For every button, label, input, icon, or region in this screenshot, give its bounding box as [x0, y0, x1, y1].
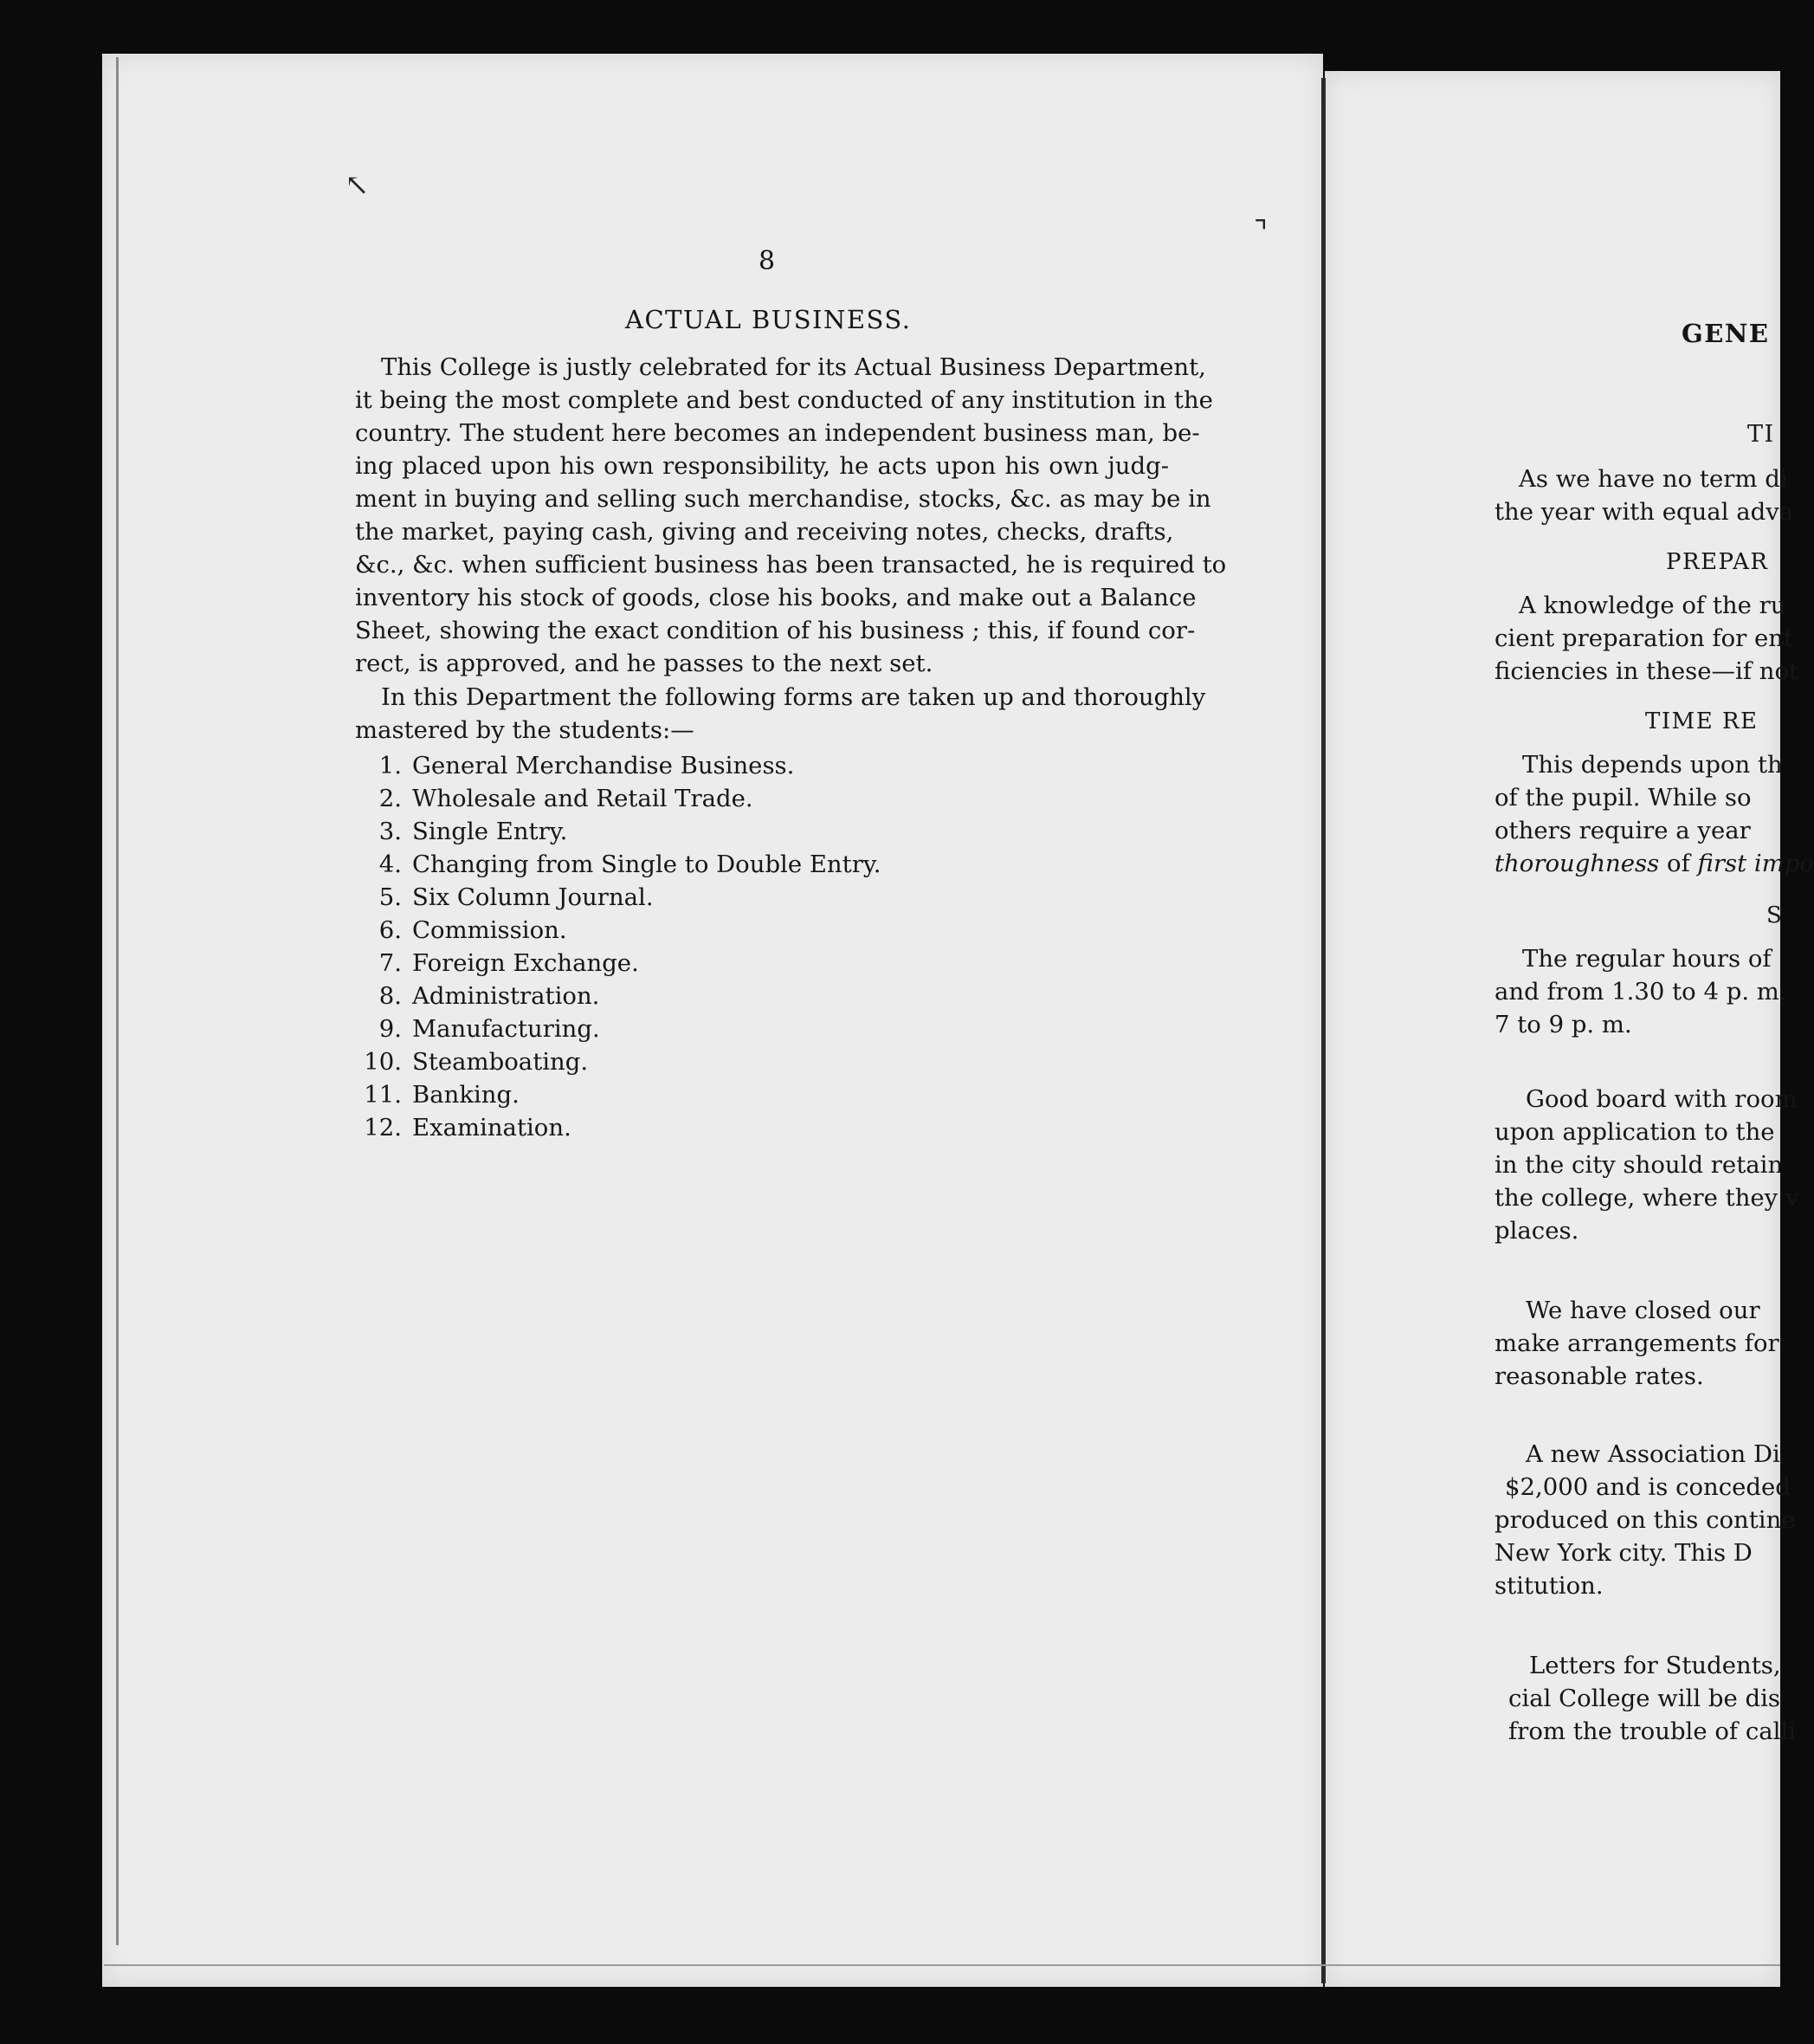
list-item: 5. Six Column Journal.	[378, 883, 654, 911]
paragraph-line: Letters for Students,	[1529, 1652, 1781, 1679]
paragraph-line: make arrangements for	[1494, 1329, 1779, 1357]
paragraph-line: A knowledge of the ru	[1519, 592, 1786, 619]
paragraph-line: and from 1.30 to 4 p. m.	[1494, 978, 1787, 1006]
page-number: 8	[759, 246, 776, 276]
left-page	[102, 54, 1323, 1987]
list-item: 2. Wholesale and Retail Trade.	[378, 785, 753, 812]
list-item: 1. General Merchandise Business.	[378, 752, 795, 779]
list-item: 8. Administration.	[378, 982, 600, 1010]
book-gutter	[1321, 78, 1326, 1983]
list-item: 4. Changing from Single to Double Entry.	[378, 851, 881, 878]
paragraph-line: the year with equal adva	[1494, 498, 1794, 526]
section-heading: ACTUAL BUSINESS.	[625, 305, 912, 334]
paragraph-line: $2,000 and is conceded	[1505, 1473, 1791, 1501]
right-page-heading: GENE	[1682, 319, 1770, 348]
page-edge	[116, 57, 119, 1945]
list-item: 11. Banking.	[364, 1081, 520, 1109]
paragraph-line: it being the most complete and best conducted of any institution in the	[355, 386, 1213, 414]
paragraph-line: In this Department the following forms are taken up and thoroughly	[381, 683, 1206, 711]
list-item: 7. Foreign Exchange.	[378, 949, 639, 977]
paragraph-line: upon application to the	[1494, 1118, 1775, 1146]
scan-mark: ↖	[345, 168, 370, 203]
paragraph-line: inventory his stock of goods, close his books, and make out a Balance	[355, 584, 1197, 611]
paragraph-line: in the city should retain	[1494, 1151, 1784, 1179]
paragraph-line: Good board with room	[1526, 1085, 1798, 1113]
subheading: TIME RE	[1645, 708, 1759, 734]
paragraph-line: of the pupil. While so	[1494, 784, 1752, 812]
paragraph-line: Sheet, showing the exact condition of his business ; this, if found cor-	[355, 617, 1196, 644]
paragraph-line: New York city. This D	[1494, 1539, 1753, 1567]
paragraph-line: produced on this contine	[1494, 1506, 1796, 1534]
paragraph-line: We have closed our	[1526, 1297, 1760, 1324]
paragraph-line: cient preparation for ent	[1494, 624, 1794, 652]
paragraph-line: thoroughness of first impo	[1494, 850, 1814, 877]
paragraph-line: As we have no term di	[1519, 465, 1788, 493]
paragraph-line: This College is justly celebrated for its Actual Business Department,	[381, 353, 1206, 381]
paragraph-line: others require a year	[1494, 817, 1751, 844]
list-item: 9. Manufacturing.	[378, 1015, 600, 1043]
paragraph-line: country. The student here becomes an independent business man, be-	[355, 419, 1200, 447]
subheading: TI	[1747, 421, 1775, 448]
paragraph-line: ment in buying and selling such merchandise, stocks, &c. as may be in	[355, 485, 1211, 513]
paragraph-line: The regular hours of	[1522, 945, 1772, 973]
paragraph-line: ing placed upon his own responsibility, he acts upon his own judg-	[355, 452, 1169, 480]
list-item: 3. Single Entry.	[378, 818, 568, 845]
list-item: 10. Steamboating.	[364, 1048, 589, 1076]
paragraph-line: This depends upon th	[1522, 751, 1783, 779]
paragraph-line: &c., &c. when sufficient business has been transacted, he is required to	[355, 551, 1227, 579]
paragraph-line: the college, where they v	[1494, 1184, 1799, 1212]
subheading: S	[1766, 902, 1784, 928]
paragraph-line: rect, is approved, and he passes to the next set.	[355, 650, 933, 677]
paragraph-line: ficiencies in these—if not	[1494, 657, 1799, 685]
paragraph-line: from the trouble of calli	[1508, 1717, 1797, 1745]
paragraph-line: reasonable rates.	[1494, 1362, 1704, 1390]
paragraph-line: mastered by the students:—	[355, 716, 694, 744]
paragraph-line: 7 to 9 p. m.	[1494, 1011, 1632, 1038]
paragraph-line: cial College will be dis	[1508, 1685, 1781, 1712]
paragraph-line: places.	[1494, 1217, 1579, 1245]
list-item: 6. Commission.	[378, 916, 567, 944]
paragraph-line: stitution.	[1494, 1572, 1604, 1600]
page-bottom-edge	[104, 1964, 1780, 1966]
paragraph-line: the market, paying cash, giving and receiving notes, checks, drafts,	[355, 518, 1174, 546]
paragraph-line: A new Association Di	[1526, 1440, 1780, 1468]
scan-mark: ⌝	[1254, 215, 1268, 249]
subheading: PREPAR	[1666, 549, 1769, 575]
list-item: 12. Examination.	[364, 1114, 571, 1142]
